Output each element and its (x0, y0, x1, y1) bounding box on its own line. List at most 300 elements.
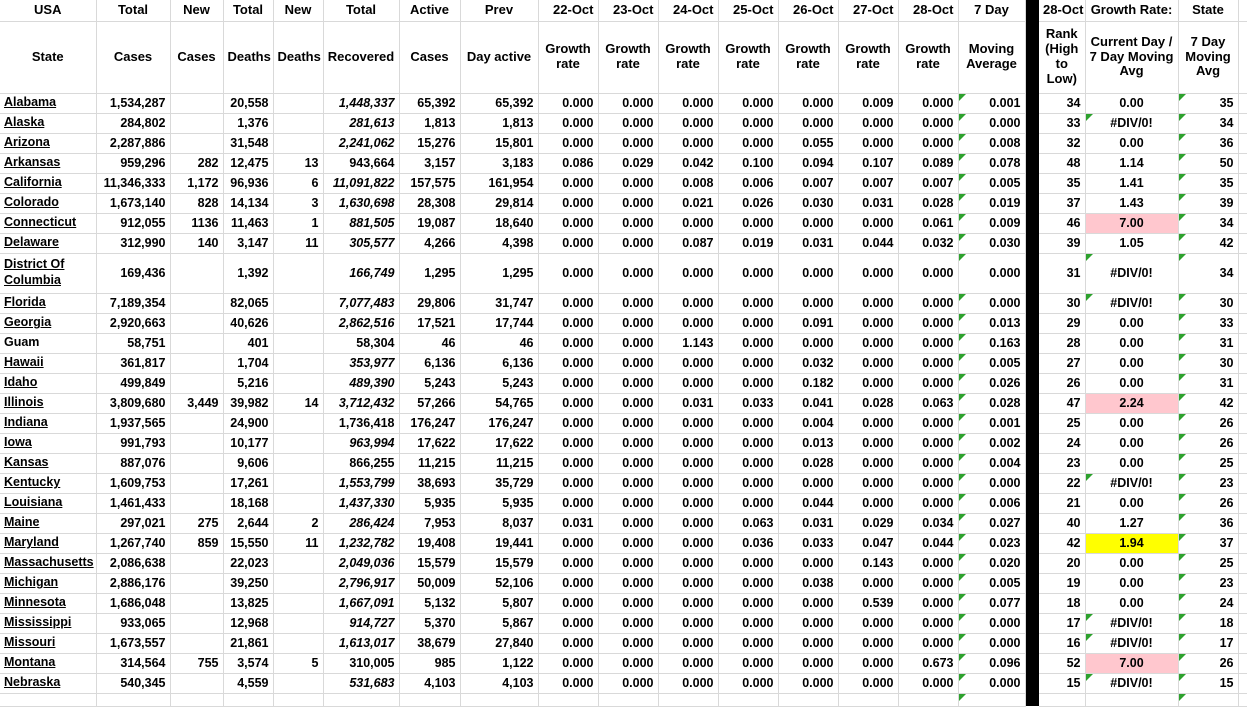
cell-growth-rate[interactable] (838, 373, 898, 393)
cell-new-deaths[interactable] (273, 613, 323, 633)
state-link[interactable] (0, 473, 96, 493)
cell-prev-day-active[interactable] (460, 413, 538, 433)
state-link[interactable] (0, 593, 96, 613)
empty-cell[interactable] (1238, 373, 1247, 393)
cell-ratio[interactable] (1085, 613, 1178, 633)
cell-active-cases[interactable] (399, 253, 460, 293)
cell-growth-rate[interactable] (778, 533, 838, 553)
cell-state-7day-avg[interactable] (1178, 593, 1238, 613)
cell-total-cases[interactable] (96, 113, 170, 133)
col-header-day-active[interactable]: Day active (460, 21, 538, 93)
empty-cell[interactable] (1238, 433, 1247, 453)
state-link[interactable] (0, 493, 96, 513)
cell-new-cases[interactable] (170, 173, 223, 193)
cell-moving-average[interactable] (958, 633, 1025, 653)
cell-growth-rate[interactable] (538, 133, 598, 153)
cell-recovered[interactable] (323, 213, 399, 233)
cell-state-7day-avg[interactable] (1178, 633, 1238, 653)
cell-state-7day-avg[interactable] (1178, 313, 1238, 333)
col-header-total-deaths[interactable]: Total (223, 0, 273, 21)
state-link[interactable] (0, 513, 96, 533)
cell-rank[interactable] (1039, 133, 1085, 153)
cell-active-cases[interactable] (399, 493, 460, 513)
cell-new-cases[interactable] (170, 573, 223, 593)
cell-new-deaths[interactable] (273, 213, 323, 233)
cell-total-cases[interactable] (96, 173, 170, 193)
empty-cell[interactable] (1238, 413, 1247, 433)
cell-prev-day-active[interactable] (460, 633, 538, 653)
cell-total-deaths[interactable] (223, 253, 273, 293)
cell-growth-rate[interactable] (778, 353, 838, 373)
cell-growth-rate[interactable] (718, 93, 778, 113)
cell-growth-rate[interactable] (598, 133, 658, 153)
cell-growth-rate[interactable] (658, 153, 718, 173)
cell-growth-rate[interactable] (838, 253, 898, 293)
cell-new-deaths[interactable] (273, 433, 323, 453)
cell-active-cases[interactable] (399, 593, 460, 613)
cell-growth-rate[interactable] (838, 533, 898, 553)
cell-active-cases[interactable] (399, 653, 460, 673)
empty-cell[interactable] (1238, 653, 1247, 673)
cell-active-cases[interactable] (399, 373, 460, 393)
cell-new-cases[interactable] (170, 373, 223, 393)
cell-prev-day-active[interactable] (460, 453, 538, 473)
cell-recovered[interactable] (323, 453, 399, 473)
cell-recovered[interactable] (323, 113, 399, 133)
cell-prev-day-active[interactable] (460, 553, 538, 573)
cell-new-deaths[interactable] (273, 393, 323, 413)
cell-recovered[interactable] (323, 473, 399, 493)
empty-cell[interactable] (1238, 493, 1247, 513)
cell-prev-day-active[interactable] (460, 373, 538, 393)
cell-moving-average[interactable] (958, 533, 1025, 553)
cell-moving-average[interactable] (958, 493, 1025, 513)
cell-growth-rate[interactable] (898, 193, 958, 213)
cell-growth-rate[interactable] (598, 513, 658, 533)
cell-growth-rate[interactable] (538, 673, 598, 693)
cell-total-cases[interactable] (96, 93, 170, 113)
cell-total-deaths[interactable] (223, 513, 273, 533)
cell-active-cases[interactable] (399, 233, 460, 253)
cell-growth-rate[interactable] (538, 453, 598, 473)
empty-cell[interactable] (1238, 113, 1247, 133)
state-link[interactable] (0, 673, 96, 693)
cell-recovered[interactable] (323, 633, 399, 653)
cell-rank[interactable] (1039, 593, 1085, 613)
cell-total-deaths[interactable] (223, 433, 273, 453)
cell-total-deaths[interactable] (223, 213, 273, 233)
cell-growth-rate[interactable] (718, 533, 778, 553)
cell-growth-rate[interactable] (838, 673, 898, 693)
cell-growth-rate[interactable] (838, 173, 898, 193)
col-header-date-27oct[interactable]: 27-Oct (838, 0, 898, 21)
cell-active-cases[interactable] (399, 393, 460, 413)
cell-state-7day-avg[interactable] (1178, 253, 1238, 293)
cell-new-cases[interactable] (170, 453, 223, 473)
empty-cell[interactable] (1085, 693, 1178, 706)
col-header-growth-22[interactable]: Growth rate (538, 21, 598, 93)
cell-growth-rate[interactable] (778, 393, 838, 413)
empty-cell[interactable] (96, 693, 170, 706)
cell-moving-average[interactable] (958, 253, 1025, 293)
cell-growth-rate[interactable] (898, 293, 958, 313)
cell-state-7day-avg[interactable] (1178, 653, 1238, 673)
cell-growth-rate[interactable] (658, 513, 718, 533)
cell-new-cases[interactable] (170, 653, 223, 673)
cell-new-deaths[interactable] (273, 233, 323, 253)
cell-prev-day-active[interactable] (460, 213, 538, 233)
cell-moving-average[interactable] (958, 653, 1025, 673)
empty-cell[interactable] (170, 693, 223, 706)
cell-growth-rate[interactable] (898, 673, 958, 693)
cell-growth-rate[interactable] (658, 173, 718, 193)
empty-cell[interactable] (1238, 453, 1247, 473)
cell-total-deaths[interactable] (223, 573, 273, 593)
cell-prev-day-active[interactable] (460, 173, 538, 193)
cell-growth-rate[interactable] (538, 493, 598, 513)
cell-total-deaths[interactable] (223, 173, 273, 193)
cell-growth-rate[interactable] (658, 133, 718, 153)
cell-growth-rate[interactable] (658, 653, 718, 673)
cell-growth-rate[interactable] (598, 393, 658, 413)
cell-recovered[interactable] (323, 393, 399, 413)
col-header-state-name[interactable]: State (0, 21, 96, 93)
cell-active-cases[interactable] (399, 113, 460, 133)
cell-total-deaths[interactable] (223, 153, 273, 173)
cell-new-deaths[interactable] (273, 493, 323, 513)
cell-active-cases[interactable] (399, 453, 460, 473)
cell-growth-rate[interactable] (598, 553, 658, 573)
cell-ratio[interactable] (1085, 353, 1178, 373)
cell-growth-rate[interactable] (658, 593, 718, 613)
empty-cell[interactable] (273, 693, 323, 706)
empty-cell[interactable] (1039, 693, 1085, 706)
cell-prev-day-active[interactable] (460, 513, 538, 533)
cell-growth-rate[interactable] (538, 613, 598, 633)
cell-growth-rate[interactable] (718, 213, 778, 233)
cell-recovered[interactable] (323, 533, 399, 553)
cell-growth-rate[interactable] (538, 553, 598, 573)
cell-growth-rate[interactable] (538, 413, 598, 433)
cell-total-deaths[interactable] (223, 613, 273, 633)
cell-growth-rate[interactable] (658, 353, 718, 373)
cell-recovered[interactable] (323, 333, 399, 353)
state-link[interactable] (0, 453, 96, 473)
cell-prev-day-active[interactable] (460, 253, 538, 293)
cell-rank[interactable] (1039, 633, 1085, 653)
empty-cell[interactable] (1238, 193, 1247, 213)
cell-growth-rate[interactable] (598, 493, 658, 513)
cell-recovered[interactable] (323, 313, 399, 333)
cell-growth-rate[interactable] (718, 133, 778, 153)
cell-recovered[interactable] (323, 433, 399, 453)
cell-active-cases[interactable] (399, 173, 460, 193)
cell-total-cases[interactable] (96, 473, 170, 493)
col-header-region[interactable]: USA (0, 0, 96, 21)
cell-growth-rate[interactable] (598, 293, 658, 313)
cell-total-cases[interactable] (96, 253, 170, 293)
cell-ratio[interactable] (1085, 393, 1178, 413)
cell-total-cases[interactable] (96, 593, 170, 613)
cell-state-7day-avg[interactable] (1178, 573, 1238, 593)
cell-growth-rate[interactable] (718, 433, 778, 453)
cell-growth-rate[interactable] (598, 353, 658, 373)
cell-new-deaths[interactable] (273, 593, 323, 613)
empty-cell[interactable] (1238, 333, 1247, 353)
cell-ratio[interactable] (1085, 593, 1178, 613)
cell-recovered[interactable] (323, 293, 399, 313)
cell-growth-rate[interactable] (898, 613, 958, 633)
cell-total-cases[interactable] (96, 133, 170, 153)
cell-new-cases[interactable] (170, 233, 223, 253)
state-link[interactable] (0, 153, 96, 173)
state-link[interactable] (0, 173, 96, 193)
empty-cell[interactable] (1238, 393, 1247, 413)
cell-ratio[interactable] (1085, 153, 1178, 173)
cell-growth-rate[interactable] (598, 173, 658, 193)
cell-growth-rate[interactable] (658, 573, 718, 593)
cell-ratio[interactable] (1085, 113, 1178, 133)
cell-rank[interactable] (1039, 373, 1085, 393)
cell-total-cases[interactable] (96, 313, 170, 333)
col-header-growth-27[interactable]: Growth rate (838, 21, 898, 93)
empty-cell[interactable] (1238, 673, 1247, 693)
cell-growth-rate[interactable] (778, 193, 838, 213)
cell-prev-day-active[interactable] (460, 333, 538, 353)
col-header-rank[interactable]: Rank (High to Low) (1039, 21, 1085, 93)
cell-state-7day-avg[interactable] (1178, 373, 1238, 393)
cell-total-cases[interactable] (96, 353, 170, 373)
cell-rank[interactable] (1039, 93, 1085, 113)
col-header-growth-rate[interactable]: Growth Rate: (1085, 0, 1178, 21)
cell-growth-rate[interactable] (598, 653, 658, 673)
cell-active-cases[interactable] (399, 613, 460, 633)
cell-growth-rate[interactable] (718, 453, 778, 473)
cell-new-cases[interactable] (170, 193, 223, 213)
cell-moving-average[interactable] (958, 573, 1025, 593)
cell-moving-average[interactable] (958, 453, 1025, 473)
cell-growth-rate[interactable] (898, 253, 958, 293)
cell-total-cases[interactable] (96, 553, 170, 573)
cell-growth-rate[interactable] (538, 373, 598, 393)
cell-state-7day-avg[interactable] (1178, 433, 1238, 453)
cell-recovered[interactable] (323, 593, 399, 613)
cell-growth-rate[interactable] (898, 573, 958, 593)
cell-total-deaths[interactable] (223, 453, 273, 473)
cell-new-deaths[interactable] (273, 513, 323, 533)
cell-total-deaths[interactable] (223, 633, 273, 653)
col-header-deaths[interactable]: Deaths (223, 21, 273, 93)
cell-rank[interactable] (1039, 173, 1085, 193)
cell-growth-rate[interactable] (538, 113, 598, 133)
cell-growth-rate[interactable] (598, 413, 658, 433)
cell-rank[interactable] (1039, 553, 1085, 573)
cell-total-cases[interactable] (96, 613, 170, 633)
cell-state-7day-avg[interactable] (1178, 133, 1238, 153)
cell-rank[interactable] (1039, 193, 1085, 213)
cell-growth-rate[interactable] (658, 533, 718, 553)
cell-total-deaths[interactable] (223, 293, 273, 313)
state-link[interactable] (0, 553, 96, 573)
cell-growth-rate[interactable] (718, 313, 778, 333)
state-link[interactable] (0, 413, 96, 433)
cell-moving-average[interactable] (958, 233, 1025, 253)
cell-prev-day-active[interactable] (460, 673, 538, 693)
cell-new-deaths[interactable] (273, 473, 323, 493)
cell-growth-rate[interactable] (778, 433, 838, 453)
cell-growth-rate[interactable] (838, 633, 898, 653)
empty-cell[interactable] (1238, 693, 1247, 706)
col-header-date-23oct[interactable]: 23-Oct (598, 0, 658, 21)
cell-prev-day-active[interactable] (460, 473, 538, 493)
cell-growth-rate[interactable] (898, 213, 958, 233)
cell-new-deaths[interactable] (273, 313, 323, 333)
col-header-active[interactable]: Active (399, 0, 460, 21)
state-link[interactable] (0, 633, 96, 653)
cell-total-deaths[interactable] (223, 313, 273, 333)
cell-new-cases[interactable] (170, 553, 223, 573)
empty-cell[interactable] (1238, 593, 1247, 613)
state-link[interactable] (0, 133, 96, 153)
cell-state-7day-avg[interactable] (1178, 613, 1238, 633)
cell-active-cases[interactable] (399, 673, 460, 693)
cell-active-cases[interactable] (399, 413, 460, 433)
cell-state-7day-avg[interactable] (1178, 93, 1238, 113)
cell-active-cases[interactable] (399, 353, 460, 373)
cell-recovered[interactable] (323, 353, 399, 373)
cell-rank[interactable] (1039, 533, 1085, 553)
cell-state-7day-avg[interactable] (1178, 453, 1238, 473)
cell-total-deaths[interactable] (223, 393, 273, 413)
cell-ratio[interactable] (1085, 193, 1178, 213)
cell-state-7day-avg[interactable] (1178, 413, 1238, 433)
cell-growth-rate[interactable] (658, 213, 718, 233)
cell-rank[interactable] (1039, 353, 1085, 373)
cell-growth-rate[interactable] (658, 373, 718, 393)
cell-growth-rate[interactable] (538, 233, 598, 253)
cell-ratio[interactable] (1085, 573, 1178, 593)
cell-new-deaths[interactable] (273, 353, 323, 373)
cell-prev-day-active[interactable] (460, 433, 538, 453)
cell-growth-rate[interactable] (658, 433, 718, 453)
col-header-date-28oct[interactable]: 28-Oct (898, 0, 958, 21)
cell-recovered[interactable] (323, 513, 399, 533)
cell-total-cases[interactable] (96, 433, 170, 453)
cell-growth-rate[interactable] (898, 333, 958, 353)
cell-growth-rate[interactable] (778, 253, 838, 293)
cell-growth-rate[interactable] (898, 473, 958, 493)
cell-moving-average[interactable] (958, 553, 1025, 573)
cell-moving-average[interactable] (958, 213, 1025, 233)
empty-cell[interactable] (1238, 21, 1247, 93)
cell-moving-average[interactable] (958, 313, 1025, 333)
cell-total-deaths[interactable] (223, 333, 273, 353)
cell-growth-rate[interactable] (598, 253, 658, 293)
cell-growth-rate[interactable] (538, 593, 598, 613)
cell-growth-rate[interactable] (838, 293, 898, 313)
cell-growth-rate[interactable] (838, 113, 898, 133)
col-header-total-cases[interactable]: Total (96, 0, 170, 21)
cell-moving-average[interactable] (958, 433, 1025, 453)
cell-moving-average[interactable] (958, 173, 1025, 193)
col-header-ratio[interactable]: Current Day / 7 Day Moving Avg (1085, 21, 1178, 93)
cell-new-deaths[interactable] (273, 333, 323, 353)
cell-total-cases[interactable] (96, 153, 170, 173)
cell-growth-rate[interactable] (538, 293, 598, 313)
cell-total-cases[interactable] (96, 493, 170, 513)
cell-growth-rate[interactable] (658, 493, 718, 513)
cell-growth-rate[interactable] (718, 373, 778, 393)
cell-ratio[interactable] (1085, 513, 1178, 533)
col-header-prev[interactable]: Prev (460, 0, 538, 21)
cell-state-7day-avg[interactable] (1178, 233, 1238, 253)
cell-new-deaths[interactable] (273, 533, 323, 553)
empty-cell[interactable] (958, 693, 1025, 706)
cell-moving-average[interactable] (958, 593, 1025, 613)
cell-prev-day-active[interactable] (460, 353, 538, 373)
cell-growth-rate[interactable] (718, 673, 778, 693)
cell-growth-rate[interactable] (898, 553, 958, 573)
cell-recovered[interactable] (323, 233, 399, 253)
cell-ratio[interactable] (1085, 413, 1178, 433)
cell-new-cases[interactable] (170, 293, 223, 313)
cell-growth-rate[interactable] (538, 193, 598, 213)
cell-growth-rate[interactable] (598, 613, 658, 633)
cell-growth-rate[interactable] (718, 553, 778, 573)
cell-new-deaths[interactable] (273, 413, 323, 433)
cell-ratio[interactable] (1085, 533, 1178, 553)
state-link[interactable] (0, 653, 96, 673)
cell-prev-day-active[interactable] (460, 653, 538, 673)
state-link[interactable] (0, 193, 96, 213)
cell-growth-rate[interactable] (538, 473, 598, 493)
cell-total-deaths[interactable] (223, 353, 273, 373)
cell-rank[interactable] (1039, 393, 1085, 413)
cell-prev-day-active[interactable] (460, 593, 538, 613)
empty-cell[interactable] (1238, 613, 1247, 633)
cell-moving-average[interactable] (958, 473, 1025, 493)
cell-active-cases[interactable] (399, 473, 460, 493)
empty-cell[interactable] (898, 693, 958, 706)
col-header-cases[interactable]: Cases (96, 21, 170, 93)
cell-growth-rate[interactable] (838, 433, 898, 453)
state-link[interactable] (0, 233, 96, 253)
cell-moving-average[interactable] (958, 153, 1025, 173)
cell-total-deaths[interactable] (223, 653, 273, 673)
cell-growth-rate[interactable] (598, 573, 658, 593)
cell-state-7day-avg[interactable] (1178, 673, 1238, 693)
state-link[interactable] (0, 93, 96, 113)
cell-active-cases[interactable] (399, 93, 460, 113)
cell-growth-rate[interactable] (598, 673, 658, 693)
cell-ratio[interactable] (1085, 473, 1178, 493)
cell-ratio[interactable] (1085, 333, 1178, 353)
cell-new-deaths[interactable] (273, 573, 323, 593)
empty-cell[interactable] (1238, 353, 1247, 373)
cell-total-deaths[interactable] (223, 193, 273, 213)
cell-growth-rate[interactable] (658, 233, 718, 253)
empty-cell[interactable] (538, 693, 598, 706)
cell-recovered[interactable] (323, 153, 399, 173)
cell-moving-average[interactable] (958, 613, 1025, 633)
cell-growth-rate[interactable] (898, 373, 958, 393)
cell-total-deaths[interactable] (223, 473, 273, 493)
cell-total-cases[interactable] (96, 633, 170, 653)
cell-growth-rate[interactable] (658, 113, 718, 133)
cell-growth-rate[interactable] (778, 373, 838, 393)
state-link[interactable] (0, 373, 96, 393)
cell-growth-rate[interactable] (898, 313, 958, 333)
